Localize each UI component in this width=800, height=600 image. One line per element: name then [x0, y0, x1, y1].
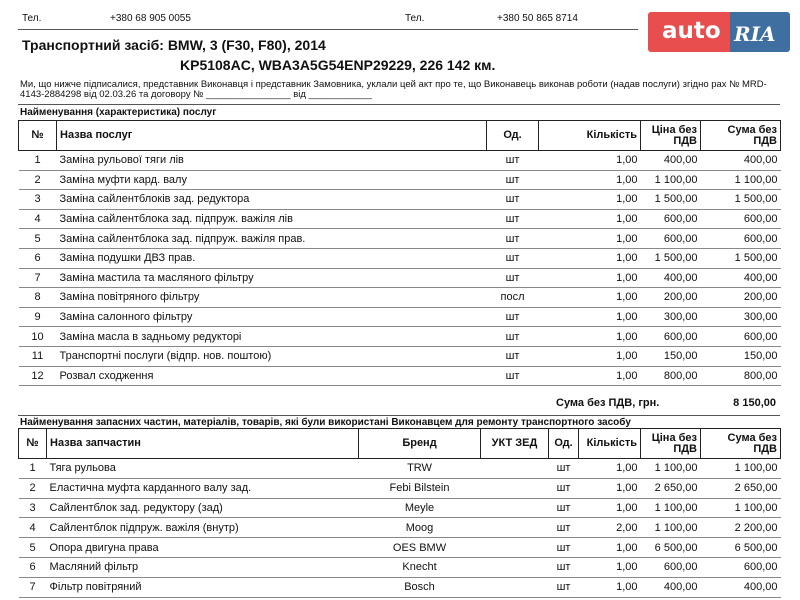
price: 600,00: [641, 327, 701, 347]
quantity: 1,00: [539, 151, 641, 171]
sum: 1 500,00: [701, 190, 781, 210]
quantity: 1,00: [539, 307, 641, 327]
part-name: Опора двигуна права: [47, 538, 359, 558]
unit: шт: [487, 307, 539, 327]
table-row: [19, 209, 781, 229]
quantity: 1,00: [539, 229, 641, 249]
table-row: [19, 190, 781, 210]
services-total-value: 8 150,00: [733, 397, 776, 409]
unit: шт: [549, 557, 579, 577]
col-header-price: Ціна без ПДВ: [641, 429, 701, 459]
tel-label-1: Тел.: [22, 13, 42, 24]
part-name: Тяга рульова: [47, 459, 359, 479]
col-header-unit: Од.: [549, 429, 579, 459]
row-number: 1: [19, 459, 47, 479]
row-number: 4: [19, 518, 47, 538]
sum: 600,00: [701, 327, 781, 347]
row-number: 5: [19, 538, 47, 558]
phone-number-2: +380 50 865 8714: [497, 13, 578, 24]
tel-label-2: Тел.: [405, 13, 425, 24]
unit: шт: [549, 538, 579, 558]
header-divider: [18, 29, 638, 30]
quantity: 1,00: [539, 268, 641, 288]
preamble-divider: [18, 104, 780, 105]
unit: шт: [487, 268, 539, 288]
price: 600,00: [641, 229, 701, 249]
row-number: 5: [19, 229, 57, 249]
table-row: [19, 518, 781, 538]
part-name: Еластична муфта карданного валу зад.: [47, 478, 359, 498]
part-name: Фільтр повітряний: [47, 577, 359, 597]
price: 400,00: [641, 577, 701, 597]
service-name: Заміна повітряного фільтру: [57, 288, 487, 308]
price: 6 500,00: [641, 538, 701, 558]
row-number: 1: [19, 151, 57, 171]
table-row: [19, 498, 781, 518]
unit: шт: [487, 248, 539, 268]
unit: шт: [487, 170, 539, 190]
unit: шт: [549, 459, 579, 479]
price: 800,00: [641, 366, 701, 386]
sum: 600,00: [701, 209, 781, 229]
vehicle-title: Транспортний засіб: BMW, 3 (F30, F80), 2014: [22, 37, 326, 53]
service-name: Заміна сайлентблока зад. підпруж. важіля прав.: [57, 229, 487, 249]
col-header-quantity: Кількість: [539, 121, 641, 151]
service-name: Заміна масла в задньому редукторі: [57, 327, 487, 347]
parts-table: [18, 428, 781, 598]
sum: 1 100,00: [701, 459, 781, 479]
ukt-zed-code: [481, 498, 549, 518]
brand: OES BMW: [359, 538, 481, 558]
quantity: 1,00: [539, 366, 641, 386]
col-header-price: Ціна без ПДВ: [641, 121, 701, 151]
sum: 600,00: [701, 557, 781, 577]
price: 600,00: [641, 557, 701, 577]
row-number: 12: [19, 366, 57, 386]
quantity: 2,00: [579, 518, 641, 538]
sum: 400,00: [701, 151, 781, 171]
sum: 300,00: [701, 307, 781, 327]
price: 1 500,00: [641, 248, 701, 268]
ukt-zed-code: [481, 518, 549, 538]
service-name: Транспортні послуги (відпр. нов. поштою): [57, 346, 487, 366]
table-row: [19, 307, 781, 327]
ukt-zed-code: [481, 557, 549, 577]
services-table: [18, 120, 781, 386]
service-name: Заміна салонного фільтру: [57, 307, 487, 327]
sum: 400,00: [701, 268, 781, 288]
phone-number-1: +380 68 905 0055: [110, 13, 191, 24]
sum: 400,00: [701, 577, 781, 597]
col-header-quantity: Кількість: [579, 429, 641, 459]
sum: 1 500,00: [701, 248, 781, 268]
table-row: [19, 557, 781, 577]
quantity: 1,00: [539, 248, 641, 268]
unit: шт: [487, 190, 539, 210]
price: 400,00: [641, 268, 701, 288]
ukt-zed-code: [481, 577, 549, 597]
price: 1 100,00: [641, 170, 701, 190]
sum: 2 200,00: [701, 518, 781, 538]
total-divider: [18, 415, 780, 416]
ukt-zed-code: [481, 538, 549, 558]
row-number: 11: [19, 346, 57, 366]
service-name: Заміна подушки ДВЗ прав.: [57, 248, 487, 268]
col-header-brand: Бренд: [359, 429, 481, 459]
brand: Moog: [359, 518, 481, 538]
quantity: 1,00: [539, 209, 641, 229]
row-number: 2: [19, 170, 57, 190]
table-row: [19, 229, 781, 249]
brand: Bosch: [359, 577, 481, 597]
price: 300,00: [641, 307, 701, 327]
price: 150,00: [641, 346, 701, 366]
unit: шт: [487, 229, 539, 249]
brand: Febi Bilstein: [359, 478, 481, 498]
quantity: 1,00: [539, 170, 641, 190]
quantity: 1,00: [579, 538, 641, 558]
unit: шт: [549, 518, 579, 538]
quantity: 1,00: [579, 577, 641, 597]
table-row: [19, 151, 781, 171]
unit: шт: [487, 327, 539, 347]
quantity: 1,00: [539, 288, 641, 308]
quantity: 1,00: [539, 190, 641, 210]
row-number: 3: [19, 498, 47, 518]
table-row: [19, 288, 781, 308]
service-name: Заміна муфти кард. валу: [57, 170, 487, 190]
unit: шт: [549, 577, 579, 597]
row-number: 3: [19, 190, 57, 210]
service-name: Розвал сходження: [57, 366, 487, 386]
part-name: Сайлентблок підпруж. важіля (внутр): [47, 518, 359, 538]
col-header-sum: Сума без ПДВ: [701, 429, 781, 459]
part-name: Сайлентблок зад. редуктору (зад): [47, 498, 359, 518]
table-row: [19, 327, 781, 347]
row-number: 6: [19, 248, 57, 268]
table-row: [19, 268, 781, 288]
price: 1 100,00: [641, 498, 701, 518]
quantity: 1,00: [579, 498, 641, 518]
sum: 1 100,00: [701, 170, 781, 190]
services-total-label: Сума без ПДВ, грн.: [556, 397, 660, 409]
logo-ria-text: RIA: [734, 22, 776, 46]
act-preamble: Ми, що нижче підписалися, представник Виконавця і представник Замовника, уклали цей акт про те, що Виконавець виконав роботи (надав послуги) згідно рах № MRD-4143-2884298 від 02.03.26 та договору № ________________ від ____________: [20, 79, 767, 100]
ukt-zed-code: [481, 478, 549, 498]
services-header-row: [19, 121, 781, 151]
row-number: 6: [19, 557, 47, 577]
unit: шт: [549, 498, 579, 518]
col-header-part-name: Назва запчастин: [47, 429, 359, 459]
quantity: 1,00: [579, 557, 641, 577]
table-row: [19, 170, 781, 190]
brand: Meyle: [359, 498, 481, 518]
col-header-service-name: Назва послуг: [57, 121, 487, 151]
row-number: 7: [19, 577, 47, 597]
sum: 150,00: [701, 346, 781, 366]
unit: шт: [487, 209, 539, 229]
price: 1 100,00: [641, 459, 701, 479]
part-name: Масляний фільтр: [47, 557, 359, 577]
col-header-unit: Од.: [487, 121, 539, 151]
ukt-zed-code: [481, 459, 549, 479]
col-header-ukt-zed: УКТ ЗЕД: [481, 429, 549, 459]
unit: шт: [487, 346, 539, 366]
row-number: 10: [19, 327, 57, 347]
price: 200,00: [641, 288, 701, 308]
quantity: 1,00: [539, 346, 641, 366]
sum: 800,00: [701, 366, 781, 386]
service-name: Заміна сайлентблока зад. підпруж. важіля лів: [57, 209, 487, 229]
price: 600,00: [641, 209, 701, 229]
service-name: Заміна рульової тяги лів: [57, 151, 487, 171]
col-header-no: №: [19, 121, 57, 151]
parts-body: [19, 459, 781, 598]
col-header-no: №: [19, 429, 47, 459]
price: 1 100,00: [641, 518, 701, 538]
row-number: 7: [19, 268, 57, 288]
table-row: [19, 248, 781, 268]
parts-header-row: [19, 429, 781, 459]
quantity: 1,00: [539, 327, 641, 347]
row-number: 8: [19, 288, 57, 308]
table-row: [19, 346, 781, 366]
services-body: [19, 151, 781, 386]
sum: 2 650,00: [701, 478, 781, 498]
unit: шт: [487, 366, 539, 386]
col-header-sum: Сума без ПДВ: [701, 121, 781, 151]
table-row: [19, 538, 781, 558]
sum: 200,00: [701, 288, 781, 308]
table-row: [19, 478, 781, 498]
quantity: 1,00: [579, 459, 641, 479]
unit: посл: [487, 288, 539, 308]
auto-ria-logo: [648, 12, 790, 52]
brand: Knecht: [359, 557, 481, 577]
row-number: 4: [19, 209, 57, 229]
service-name: Заміна сайлентблоків зад. редуктора: [57, 190, 487, 210]
row-number: 9: [19, 307, 57, 327]
quantity: 1,00: [579, 478, 641, 498]
table-row: [19, 459, 781, 479]
parts-section-title: Найменування запасних частин, матеріалів, товарів, які були використані Виконавцем для ремонту транспортного засобу: [20, 417, 631, 428]
unit: шт: [487, 151, 539, 171]
price: 400,00: [641, 151, 701, 171]
row-number: 2: [19, 478, 47, 498]
price: 1 500,00: [641, 190, 701, 210]
table-row: [19, 577, 781, 597]
unit: шт: [549, 478, 579, 498]
sum: 600,00: [701, 229, 781, 249]
table-row: [19, 366, 781, 386]
service-name: Заміна мастила та масляного фільтру: [57, 268, 487, 288]
sum: 6 500,00: [701, 538, 781, 558]
services-section-title: Найменування (характеристика) послуг: [20, 107, 217, 118]
vehicle-identifiers: KP5108AC, WBA3A5G54ENP29229, 226 142 км.: [180, 57, 496, 73]
price: 2 650,00: [641, 478, 701, 498]
logo-auto-text: auto: [662, 18, 721, 44]
sum: 1 100,00: [701, 498, 781, 518]
brand: TRW: [359, 459, 481, 479]
